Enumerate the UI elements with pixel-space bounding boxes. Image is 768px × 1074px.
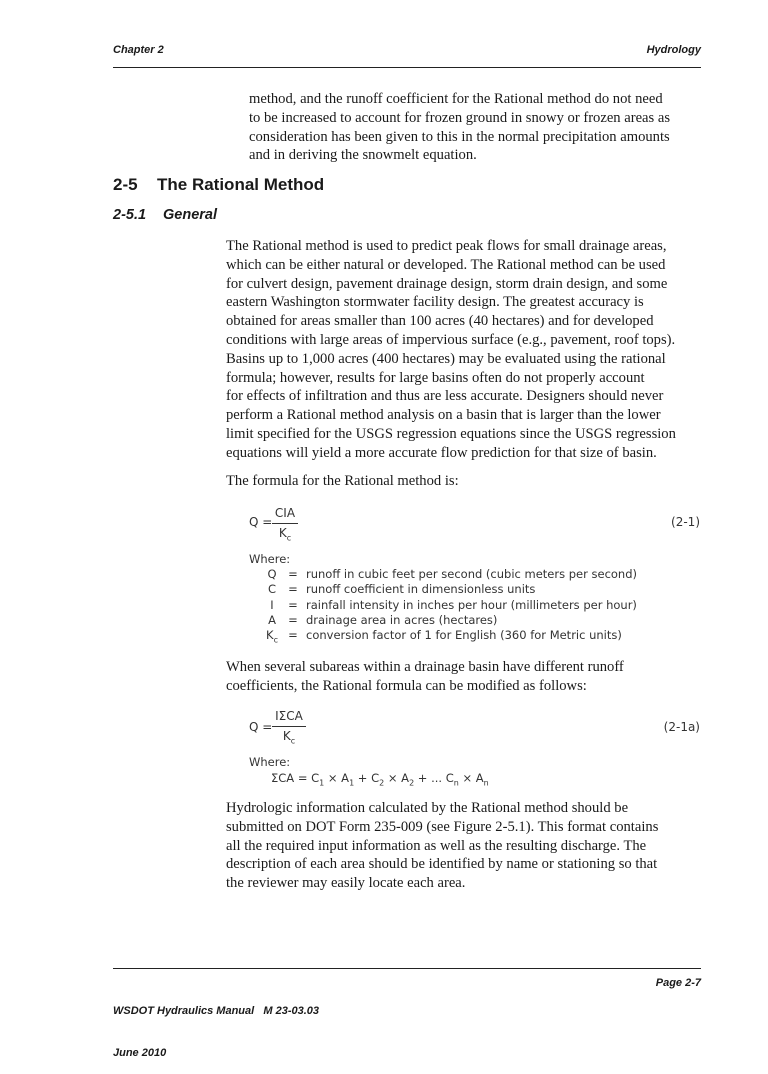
definition-row: $K_c$ = conversion factor of 1 for English (360 for Metric units)	[266, 628, 622, 645]
definition-row: A = drainage area in acres (hectares)	[268, 612, 498, 627]
text-line: The Rational method is used to predict peak flows for small drainage areas,	[226, 238, 667, 254]
footer-date: June 2010	[113, 1047, 167, 1059]
equation-1-numerator: CIA	[274, 506, 296, 520]
equation-2-numerator: IΣCA	[275, 709, 303, 723]
definition-row: C = runoff coefficient in dimensionless units	[267, 582, 536, 597]
text-line: When several subareas within a drainage basin have different runoff	[226, 659, 624, 675]
subsection-number: 2-5.1	[113, 207, 147, 223]
equation-2-number: (2-1a)	[663, 720, 700, 734]
equation-2-lhs: Q =	[249, 720, 273, 734]
intro-paragraph	[249, 90, 729, 165]
section-title: The Rational Method	[157, 175, 325, 194]
definition-row: Q = runoff in cubic feet per second (cubic meters per second)	[267, 567, 638, 581]
header-rule	[113, 67, 701, 68]
equation-2-fraction	[272, 709, 306, 745]
equation-2-where-label: Where:	[249, 755, 291, 769]
text-line: Basins up to 1,000 acres (400 hectares) may be evaluated using the rational	[226, 350, 666, 367]
formula-intro: The formula for the Rational method is:	[226, 473, 459, 489]
text-line: which can be either natural or developed. The Rational method can be used	[226, 256, 666, 273]
section-heading	[113, 175, 324, 195]
running-header-section: Hydrology	[646, 44, 701, 56]
text-line: and in deriving the snowmelt equation.	[249, 147, 477, 164]
equation-1-number: (2-1)	[671, 515, 700, 529]
equation-2-denominator: $K_c$	[282, 729, 296, 746]
equation-1-where-label: Where:	[249, 552, 291, 566]
text-line: conditions with large areas of impervious surface (e.g., pavement, roof tops).	[226, 331, 676, 348]
general-paragraph	[226, 237, 706, 463]
final-paragraph	[226, 799, 706, 893]
text-line: equations will yield a more accurate flow prediction for that size of basin.	[226, 444, 657, 461]
section-number: 2-5	[113, 175, 138, 194]
text-line: to be increased to account for frozen ground in snowy or frozen areas as	[249, 109, 671, 126]
text-line: submitted on DOT Form 235-009 (see Figure 2-5.1). This format contains	[226, 818, 659, 835]
figure-link[interactable]: Figure 2-5.1	[453, 818, 526, 835]
equation-1-definitions	[258, 567, 637, 648]
text-line: method, and the runoff coefficient for the Rational method do not need	[249, 91, 663, 107]
text-line: description of each area should be identified by name or stationing so that	[226, 856, 658, 873]
running-header-chapter: Chapter 2	[113, 44, 164, 56]
definition-row: I = rainfall intensity in inches per hour (millimeters per hour)	[270, 597, 637, 612]
fraction-bar	[272, 523, 298, 524]
footer-page-number: Page 2-7	[655, 977, 701, 989]
subareas-paragraph	[226, 658, 706, 696]
text-line: all the required input information as well as the resulting discharge. The	[226, 837, 647, 854]
text-line: perform a Rational method analysis on a basin that is larger than the lower	[226, 407, 661, 424]
equation-1-fraction	[272, 506, 298, 542]
text-line: for culvert design, pavement drainage design, storm drain design, and some	[226, 275, 668, 292]
fraction-bar	[272, 726, 306, 727]
text-line: obtained for areas smaller than 100 acres (40 hectares) and for developed	[226, 313, 654, 330]
footer-manual: WSDOT Hydraulics Manual M 23-03.03 June 2010	[113, 1005, 320, 1059]
equation-2-sum-definition: $\Sigma CA = C_1 \times A_1 + C_2 \times A_2$ + ... $C_n \times A_n$	[271, 771, 489, 788]
text-line: for effects of infiltration and thus are less accurate. Designers should never	[226, 388, 664, 405]
text-line: the reviewer may easily locate each area.	[226, 875, 466, 892]
subsection-title: General	[163, 207, 217, 223]
equation-1-denominator: $K_c$	[278, 526, 292, 543]
text-line: coefficients, the Rational formula can be modified as follows:	[226, 677, 587, 694]
text-line: limit specified for the USGS regression equations since the USGS regression	[226, 425, 676, 442]
text-line: consideration has been given to this in the normal precipitation amounts	[249, 128, 670, 145]
text-line: Hydrologic information calculated by the Rational method should be	[226, 800, 629, 816]
text-line: formula; however, results for large basins often do not properly account	[226, 369, 645, 386]
equation-1-lhs: Q =	[249, 515, 273, 529]
text-line: eastern Washington stormwater facility design. The greatest accuracy is	[226, 294, 644, 311]
subsection-heading	[113, 207, 217, 223]
footer-rule	[113, 968, 701, 969]
